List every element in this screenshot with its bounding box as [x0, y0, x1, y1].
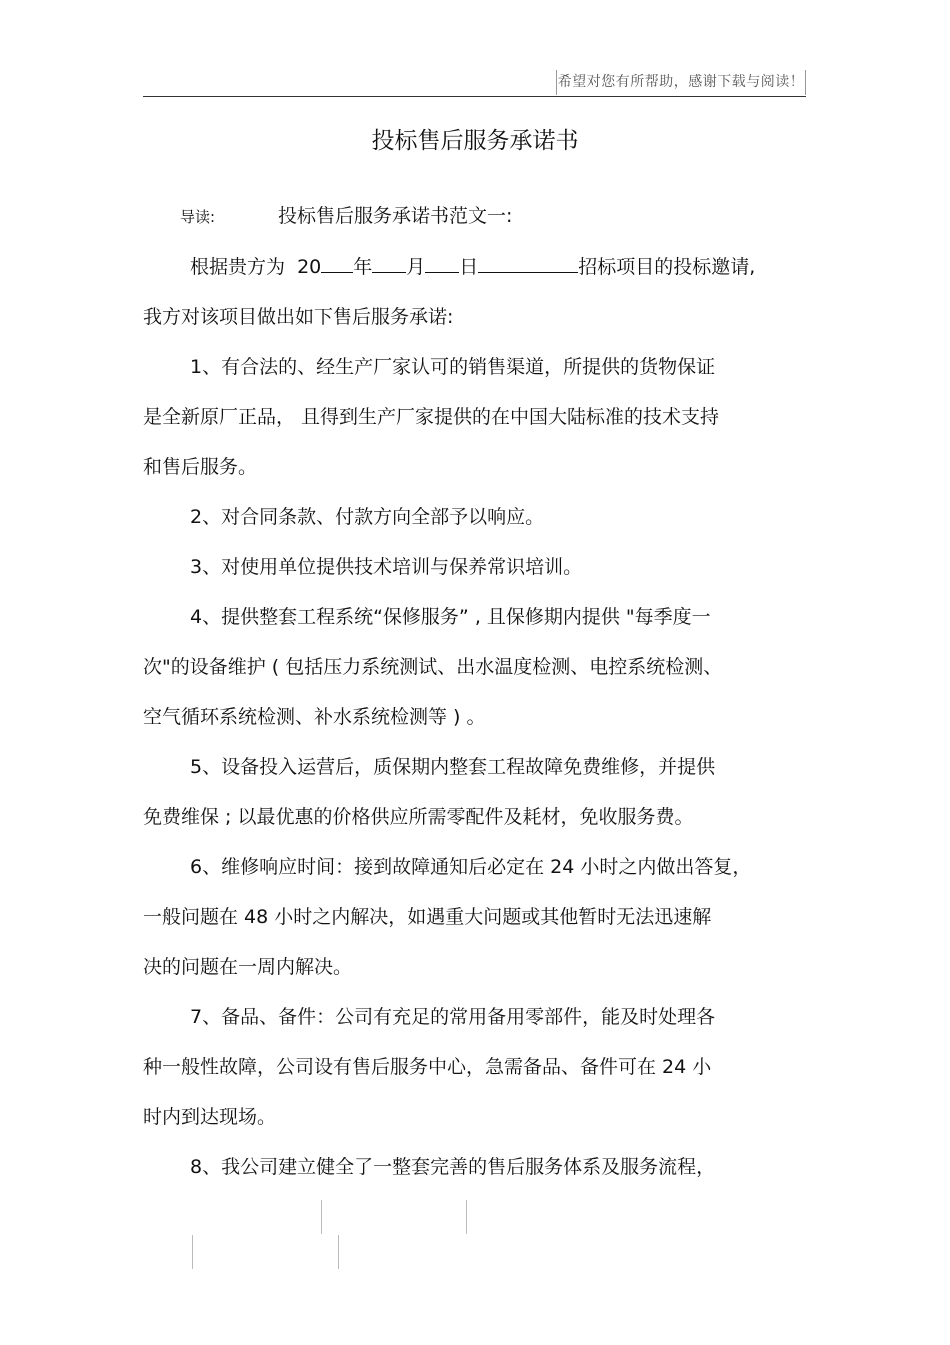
- header-watermark: 希望对您有所帮助，感谢下载与阅读！: [556, 70, 806, 95]
- intro-year-prefix: 20: [297, 256, 322, 278]
- body-line: 4、提供整套工程系统“保修服务” , 且保修期内提供 "每季度一: [190, 606, 711, 628]
- year-blank: [321, 252, 353, 273]
- scan-mark: [321, 1200, 322, 1234]
- intro-text-b: 招标项目的投标邀请,: [578, 256, 756, 278]
- body-line: 时内到达现场。: [143, 1106, 277, 1128]
- scan-mark: [338, 1235, 339, 1269]
- body-line: 是全新原厂正品， 且得到生产厂家提供的在中国大陆标准的技术支持: [143, 406, 720, 428]
- body-line: 免费维保 ; 以最优惠的价格供应所需零配件及耗材，免收服务费。: [143, 806, 694, 828]
- body-line: 6、维修响应时间：接到故障通知后必定在 24 小时之内做出答复，: [190, 856, 752, 878]
- day-blank: [425, 252, 459, 273]
- lead-text: 投标售后服务承诺书范文一:: [278, 205, 513, 227]
- body-line: 决的问题在一周内解决。: [143, 956, 353, 978]
- project-blank: [478, 252, 578, 273]
- body-line: 次"的设备维护 ( 包括压力系统测试、出水温度检测、电控系统检测、: [143, 656, 723, 678]
- intro-line-1: [190, 251, 755, 283]
- intro-day-label: 日: [459, 256, 479, 278]
- document-title: 投标售后服务承诺书: [371, 128, 579, 154]
- intro-month-label: 月: [406, 256, 426, 278]
- body-line: 和售后服务。: [143, 456, 258, 478]
- scan-mark: [466, 1200, 467, 1234]
- body-line: 5、设备投入运营后，质保期内整套工程故障免费维修，并提供: [190, 756, 716, 778]
- body-line: 种一般性故障，公司设有售后服务中心，急需备品、备件可在 24 小: [143, 1056, 712, 1078]
- body-line: 空气循环系统检测、补水系统检测等 ) 。: [143, 706, 486, 728]
- header-divider: [143, 96, 806, 97]
- intro-year-label: 年: [353, 256, 373, 278]
- intro-line-2: 我方对该项目做出如下售后服务承诺:: [143, 306, 454, 328]
- body-line: 7、备品、备件：公司有充足的常用备用零部件，能及时处理各: [190, 1006, 716, 1028]
- body-line: 8、我公司建立健全了一整套完善的售后服务体系及服务流程，: [190, 1156, 716, 1178]
- body-line: 一般问题在 48 小时之内解决，如遇重大问题或其他暂时无法迅速解: [143, 906, 712, 928]
- body-line: 2、对合同条款、付款方向全部予以响应。: [190, 506, 545, 528]
- lead-label: 导读:: [180, 208, 216, 226]
- body-line: 1、有合法的、经生产厂家认可的销售渠道，所提供的货物保证: [190, 356, 716, 378]
- scan-mark: [192, 1235, 193, 1269]
- body-line: 3、对使用单位提供技术培训与保养常识培训。: [190, 556, 583, 578]
- intro-text-a: 根据贵方为: [190, 256, 286, 278]
- month-blank: [372, 252, 406, 273]
